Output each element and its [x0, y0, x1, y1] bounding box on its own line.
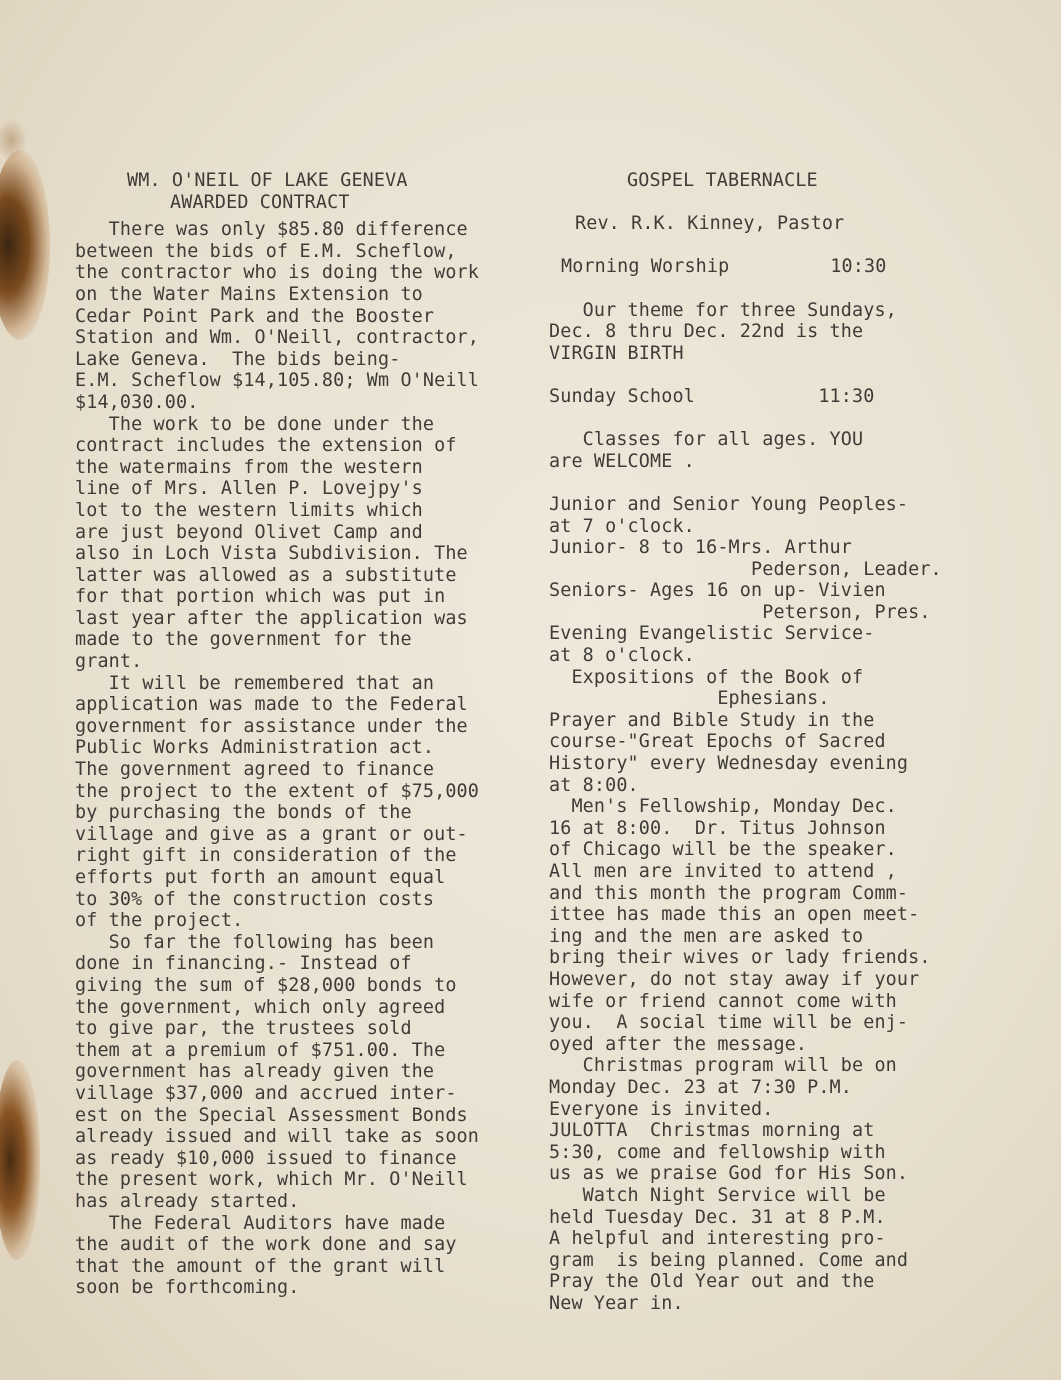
- notice-line: However, do not stay away if your: [549, 968, 920, 990]
- article-line: efforts put forth an amount equal: [75, 867, 446, 888]
- notice-line: Men's Fellowship, Monday Dec.: [549, 796, 897, 818]
- notice-line: at 8 o'clock.: [549, 645, 695, 667]
- notice-line: ing and the men are asked to: [549, 925, 864, 947]
- article-line: The Federal Auditors have made: [75, 1212, 446, 1234]
- church-title: GOSPEL TABERNACLE: [627, 170, 818, 191]
- article-line: It will be remembered that an: [75, 672, 435, 694]
- notice-line: Watch Night Service will be: [549, 1184, 886, 1206]
- notice-line: History" every Wednesday evening: [549, 753, 909, 775]
- article-line: est on the Special Assessment Bonds: [75, 1104, 468, 1126]
- article-line: Public Works Administration act.: [75, 737, 435, 759]
- notice-line: Christmas program will be on: [549, 1055, 897, 1077]
- article-line: to give par, the trustees sold: [75, 1018, 412, 1040]
- classes-line: Classes for all ages. YOU: [549, 429, 864, 451]
- article-line: line of Mrs. Allen P. Lovejpy's: [75, 478, 423, 500]
- notice-line: Junior and Senior Young Peoples-: [549, 493, 909, 515]
- article-line: The work to be done under the: [75, 413, 435, 435]
- article-line: E.M. Scheflow $14,105.80; Wm O'Neill: [75, 370, 479, 392]
- article-title-line-2: AWARDED CONTRACT: [170, 191, 350, 213]
- article-line: village and give as a grant or out-: [75, 823, 468, 845]
- notice-line: Junior- 8 to 16-Mrs. Arthur: [549, 537, 852, 559]
- notice-line: JULOTTA Christmas morning at: [549, 1120, 875, 1142]
- article-line: last year after the application was: [75, 607, 468, 629]
- article-line: by purchasing the bonds of the: [75, 802, 412, 824]
- article-line: application was made to the Federal: [75, 694, 468, 716]
- church-notices: [549, 170, 989, 1314]
- notice-line: Expositions of the Book of: [549, 666, 864, 688]
- article-line: the contractor who is doing the work: [75, 262, 479, 284]
- notice-line: Everyone is invited.: [549, 1098, 774, 1120]
- notice-line: wife or friend cannot come with: [549, 990, 897, 1012]
- article-line: The government agreed to finance: [75, 759, 435, 781]
- notice-line: ittee has made this an open meet-: [549, 904, 920, 926]
- article-line: lot to the western limits which: [75, 499, 423, 521]
- article-line: the audit of the work done and say: [75, 1234, 457, 1256]
- article-line: village $37,000 and accrued inter-: [75, 1082, 457, 1104]
- notice-line: All men are invited to attend ,: [549, 861, 897, 882]
- article-line: government has already given the: [75, 1061, 435, 1083]
- article-line: them at a premium of $751.00. The: [75, 1039, 446, 1061]
- article-line: on the Water Mains Extension to: [75, 283, 423, 305]
- morning-worship-line: Morning Worship 10:30: [561, 256, 887, 278]
- burn-stain-top: [0, 150, 50, 340]
- article-line: latter was allowed as a substitute: [75, 564, 457, 586]
- notice-line: Monday Dec. 23 at 7:30 P.M.: [549, 1076, 852, 1098]
- article-line: the present work, which Mr. O'Neill: [75, 1169, 468, 1191]
- article-line: as ready $10,000 issued to finance: [75, 1147, 457, 1169]
- article-line: that the amount of the grant will: [75, 1255, 446, 1277]
- theme-line: VIRGIN BIRTH: [549, 342, 684, 364]
- notice-line: at 7 o'clock.: [549, 515, 695, 537]
- article-line: made to the government for the: [75, 629, 412, 651]
- article-line: Station and Wm. O'Neill, contractor,: [75, 327, 479, 349]
- notice-line: bring their wives or lady friends.: [549, 947, 931, 969]
- article-line: There was only $85.80 difference: [75, 219, 468, 241]
- article-line: soon be forthcoming.: [75, 1277, 300, 1299]
- article-title-line-1: WM. O'NEIL OF LAKE GENEVA: [127, 170, 408, 191]
- notice-line: course-"Great Epochs of Sacred: [549, 731, 886, 753]
- notice-line: Pray the Old Year out and the: [549, 1271, 875, 1293]
- article-line: has already started.: [75, 1190, 300, 1212]
- notice-line: of Chicago will be the speaker.: [549, 839, 897, 861]
- article-line: Cedar Point Park and the Booster: [75, 305, 435, 327]
- notice-line: 16 at 8:00. Dr. Titus Johnson: [549, 817, 886, 839]
- classes-line: are WELCOME .: [549, 450, 695, 472]
- notice-line: A helpful and interesting pro-: [549, 1228, 886, 1250]
- article-line: government for assistance under the: [75, 715, 468, 737]
- notice-line: you. A social time will be enj-: [549, 1012, 909, 1034]
- notice-line: and this month the program Comm-: [549, 882, 909, 904]
- notice-line: Seniors- Ages 16 on up- Vivien: [549, 580, 886, 602]
- notice-line: New Year in.: [549, 1292, 684, 1314]
- article-line: between the bids of E.M. Scheflow,: [75, 240, 457, 262]
- article-line: So far the following has been: [75, 931, 435, 953]
- article-line: the government, which only agreed: [75, 996, 446, 1018]
- theme-line: Dec. 8 thru Dec. 22nd is the: [549, 321, 864, 343]
- article-line: are just beyond Olivet Camp and: [75, 521, 423, 543]
- notice-line: gram is being planned. Come and: [549, 1249, 909, 1271]
- notice-line: Pederson, Leader.: [549, 558, 942, 580]
- notice-line: Ephesians.: [549, 688, 830, 710]
- burn-stain-bottom: [0, 1060, 40, 1260]
- sunday-school-line: Sunday School 11:30: [549, 385, 875, 407]
- article-line: giving the sum of $28,000 bonds to: [75, 974, 457, 996]
- notice-line: Prayer and Bible Study in the: [549, 709, 875, 731]
- article-line: done in financing.- Instead of: [75, 953, 412, 975]
- article-line: to 30% of the construction costs: [75, 888, 435, 910]
- theme-line: Our theme for three Sundays,: [549, 299, 897, 321]
- article-line: of the project.: [75, 910, 244, 932]
- notice-line: Peterson, Pres.: [549, 601, 931, 623]
- article-line: the watermains from the western: [75, 456, 423, 478]
- article-line: also in Loch Vista Subdivision. The: [75, 543, 468, 565]
- article-line: $14,030.00.: [75, 391, 199, 413]
- notice-line: us as we praise God for His Son.: [549, 1163, 909, 1185]
- article-line: grant.: [75, 651, 143, 673]
- notice-line: 5:30, come and fellowship with: [549, 1141, 886, 1163]
- article-line: contract includes the extension of: [75, 435, 457, 457]
- notice-line: Evening Evangelistic Service-: [549, 623, 875, 645]
- article-line: Lake Geneva. The bids being-: [75, 348, 401, 370]
- pastor-line: Rev. R.K. Kinney, Pastor: [575, 213, 845, 235]
- article-oneil-contract: [75, 170, 545, 1299]
- article-line: already issued and will take as soon: [75, 1126, 479, 1148]
- article-line: the project to the extent of $75,000: [75, 780, 479, 802]
- article-line: for that portion which was put in: [75, 586, 446, 608]
- notice-line: held Tuesday Dec. 31 at 8 P.M.: [549, 1206, 886, 1228]
- notice-line: oyed after the message.: [549, 1033, 808, 1055]
- article-line: right gift in consideration of the: [75, 845, 457, 867]
- notice-line: at 8:00.: [549, 774, 639, 796]
